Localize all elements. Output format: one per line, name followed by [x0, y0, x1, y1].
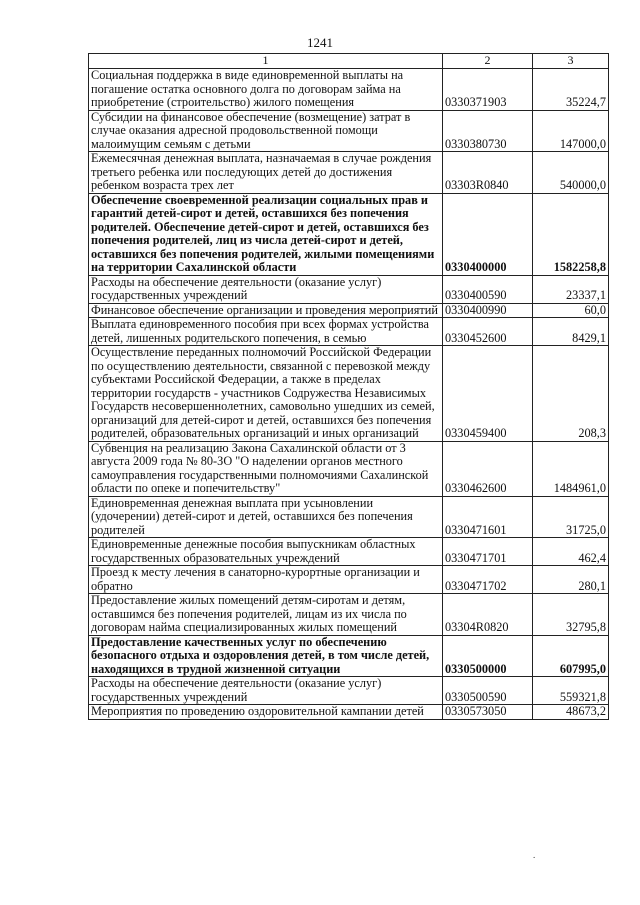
table-header-row: [89, 54, 609, 69]
row-amount-cell: 208,3: [533, 346, 609, 442]
row-name-cell: Ежемесячная денежная выплата, назначаемая в случае рождения третьего ребенка или последующих детей до достижения ребенком возраста трех лет: [89, 152, 443, 194]
row-name-cell: Проезд к месту лечения в санаторно-курортные организации и обратно: [89, 566, 443, 594]
table-row: [89, 566, 609, 594]
row-code-cell: 0330462600: [443, 441, 533, 496]
table-row: [89, 441, 609, 496]
row-amount-cell: 147000,0: [533, 110, 609, 152]
table-row: [89, 594, 609, 636]
table-row: [89, 193, 609, 275]
row-name-cell: Единовременные денежные пособия выпускникам областных государственных образовательных учреждений: [89, 538, 443, 566]
row-amount-cell: 1582258,8: [533, 193, 609, 275]
footer-mark: .: [533, 850, 536, 860]
budget-table: [88, 53, 609, 720]
column-header-3: 3: [533, 54, 609, 69]
row-amount-cell: 60,0: [533, 303, 609, 318]
row-name-cell: Единовременная денежная выплата при усыновлении (удочерении) детей-сирот и детей, оставшихся без попечения родителей: [89, 496, 443, 538]
table-row: [89, 303, 609, 318]
row-amount-cell: 607995,0: [533, 635, 609, 677]
table-row: [89, 275, 609, 303]
row-code-cell: 0330471702: [443, 566, 533, 594]
row-code-cell: 03303R0840: [443, 152, 533, 194]
row-code-cell: 0330400000: [443, 193, 533, 275]
row-amount-cell: 23337,1: [533, 275, 609, 303]
table-row: [89, 152, 609, 194]
row-name-cell: Расходы на обеспечение деятельности (оказание услуг) государственных учреждений: [89, 275, 443, 303]
table-row: [89, 635, 609, 677]
row-name-cell: Финансовое обеспечение организации и проведения мероприятий: [89, 303, 443, 318]
row-code-cell: 0330371903: [443, 69, 533, 111]
row-code-cell: 0330452600: [443, 318, 533, 346]
row-amount-cell: 540000,0: [533, 152, 609, 194]
row-code-cell: 0330573050: [443, 705, 533, 720]
row-amount-cell: 31725,0: [533, 496, 609, 538]
row-name-cell: Обеспечение своевременной реализации социальных прав и гарантий детей-сирот и детей, оставшихся без попечения родителей. Обеспечение детей-сирот и детей, оставшихся без попечения родителей, лиц из числа детей-сирот и детей, оставшихся без попечения родителей, жилыми помещениями на территории Сахалинской области: [89, 193, 443, 275]
row-name-cell: Осуществление переданных полномочий Российской Федерации по осуществлению деятельности, связанной с перевозкой между субъектами Российской Федерации, а также в пределах территории государств - участников Содружества Независимых Государств несовершеннолетних, самовольно ушедших из семей, организаций для детей-сирот и детей, оставшихся без попечения родителей, образовательных организаций и иных организаций: [89, 346, 443, 442]
row-code-cell: 0330380730: [443, 110, 533, 152]
table-row: [89, 110, 609, 152]
row-amount-cell: 48673,2: [533, 705, 609, 720]
table-row: [89, 318, 609, 346]
row-code-cell: 0330400590: [443, 275, 533, 303]
table-row: [89, 705, 609, 720]
row-amount-cell: 280,1: [533, 566, 609, 594]
row-code-cell: 0330400990: [443, 303, 533, 318]
table-row: [89, 69, 609, 111]
row-code-cell: 03304R0820: [443, 594, 533, 636]
row-name-cell: Субвенция на реализацию Закона Сахалинской области от 3 августа 2009 года № 80-ЗО "О наделении органов местного самоуправления государственными полномочиями Сахалинской области по опеке и попечительству": [89, 441, 443, 496]
row-amount-cell: 1484961,0: [533, 441, 609, 496]
row-code-cell: 0330471601: [443, 496, 533, 538]
row-code-cell: 0330459400: [443, 346, 533, 442]
row-name-cell: Выплата единовременного пособия при всех формах устройства детей, лишенных родительского попечения, в семью: [89, 318, 443, 346]
row-name-cell: Предоставление качественных услуг по обеспечению безопасного отдыха и оздоровления детей, в том числе детей, находящихся в трудной жизненной ситуации: [89, 635, 443, 677]
table-row: [89, 538, 609, 566]
table-row: [89, 677, 609, 705]
row-amount-cell: 32795,8: [533, 594, 609, 636]
column-header-2: 2: [443, 54, 533, 69]
column-header-1: 1: [89, 54, 443, 69]
row-amount-cell: 8429,1: [533, 318, 609, 346]
row-code-cell: 0330500000: [443, 635, 533, 677]
row-code-cell: 0330471701: [443, 538, 533, 566]
page-number: 1241: [307, 35, 333, 50]
row-name-cell: Предоставление жилых помещений детям-сиротам и детям, оставшимся без попечения родителей, лицам из их числа по договорам найма специализированных жилых помещений: [89, 594, 443, 636]
row-name-cell: Социальная поддержка в виде единовременной выплаты на погашение остатка основного долга по договорам займа на приобретение (строительство) жилого помещения: [89, 69, 443, 111]
table-row: [89, 496, 609, 538]
row-amount-cell: 35224,7: [533, 69, 609, 111]
row-amount-cell: 462,4: [533, 538, 609, 566]
row-name-cell: Субсидии на финансовое обеспечение (возмещение) затрат в случае оказания адресной продовольственной помощи малоимущим семьям с детьми: [89, 110, 443, 152]
row-code-cell: 0330500590: [443, 677, 533, 705]
row-name-cell: Мероприятия по проведению оздоровительной кампании детей: [89, 705, 443, 720]
row-name-cell: Расходы на обеспечение деятельности (оказание услуг) государственных учреждений: [89, 677, 443, 705]
table-row: [89, 346, 609, 442]
row-amount-cell: 559321,8: [533, 677, 609, 705]
